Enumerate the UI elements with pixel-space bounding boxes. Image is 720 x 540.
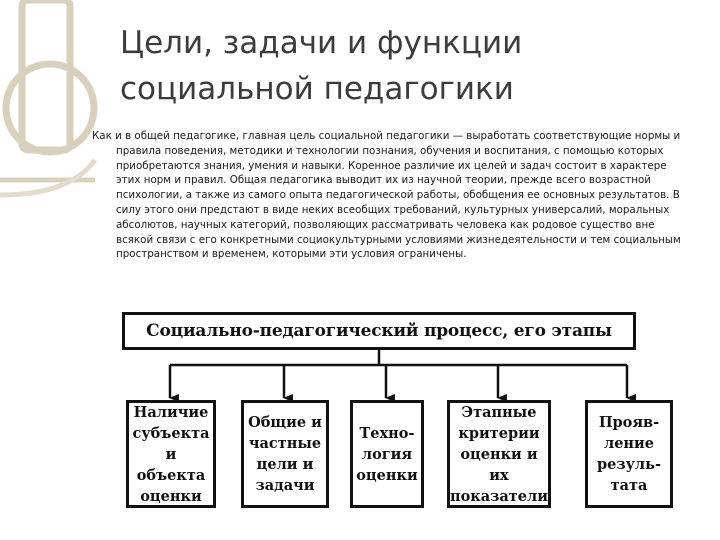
slide-title-line-2: социальной педагогики (120, 71, 514, 107)
stage-box-5: Прояв- ление резуль- тата (585, 400, 673, 508)
body-text: Как и в общей педагогике, главная цель социальной педагогики — выработать соответствующие нормы и правила поведения, методики и технологии познания, обучения и воспитания, с помощью которых приобретаются знания, умения и навыки. Коренное различие их целей и задач состоит в характере этих норм и правил. Общая педагогика выводит их из научной теории, прежде всего возрастной психологии, а также из самого опыта педагогической работы, обобщения ее основных результатов. В силу этого они предстают в виде неких всеобщих требований, культурных универсалий, моральных абсолютов, научных категорий, позволяющих рассматривать человека как родовое существо вне всякой связи с его конкретными социокультурными условиями жизнедеятельности и тем социальным пространством и временем, которыми эти условия ограничены. (92, 130, 681, 261)
process-header-box: Социально-педагогический процесс, его этапы (122, 312, 636, 350)
stage-box-3: Техно- логия оценки (350, 400, 424, 508)
slide-title-line-1: Цели, задачи и функции (120, 25, 523, 61)
stage-box-4: Этапные критерии оценки и их показатели (447, 400, 551, 508)
stage-box-1: Наличие субъекта и объекта оценки (126, 400, 216, 508)
stage-box-2: Общие и частные цели и задачи (241, 400, 329, 508)
